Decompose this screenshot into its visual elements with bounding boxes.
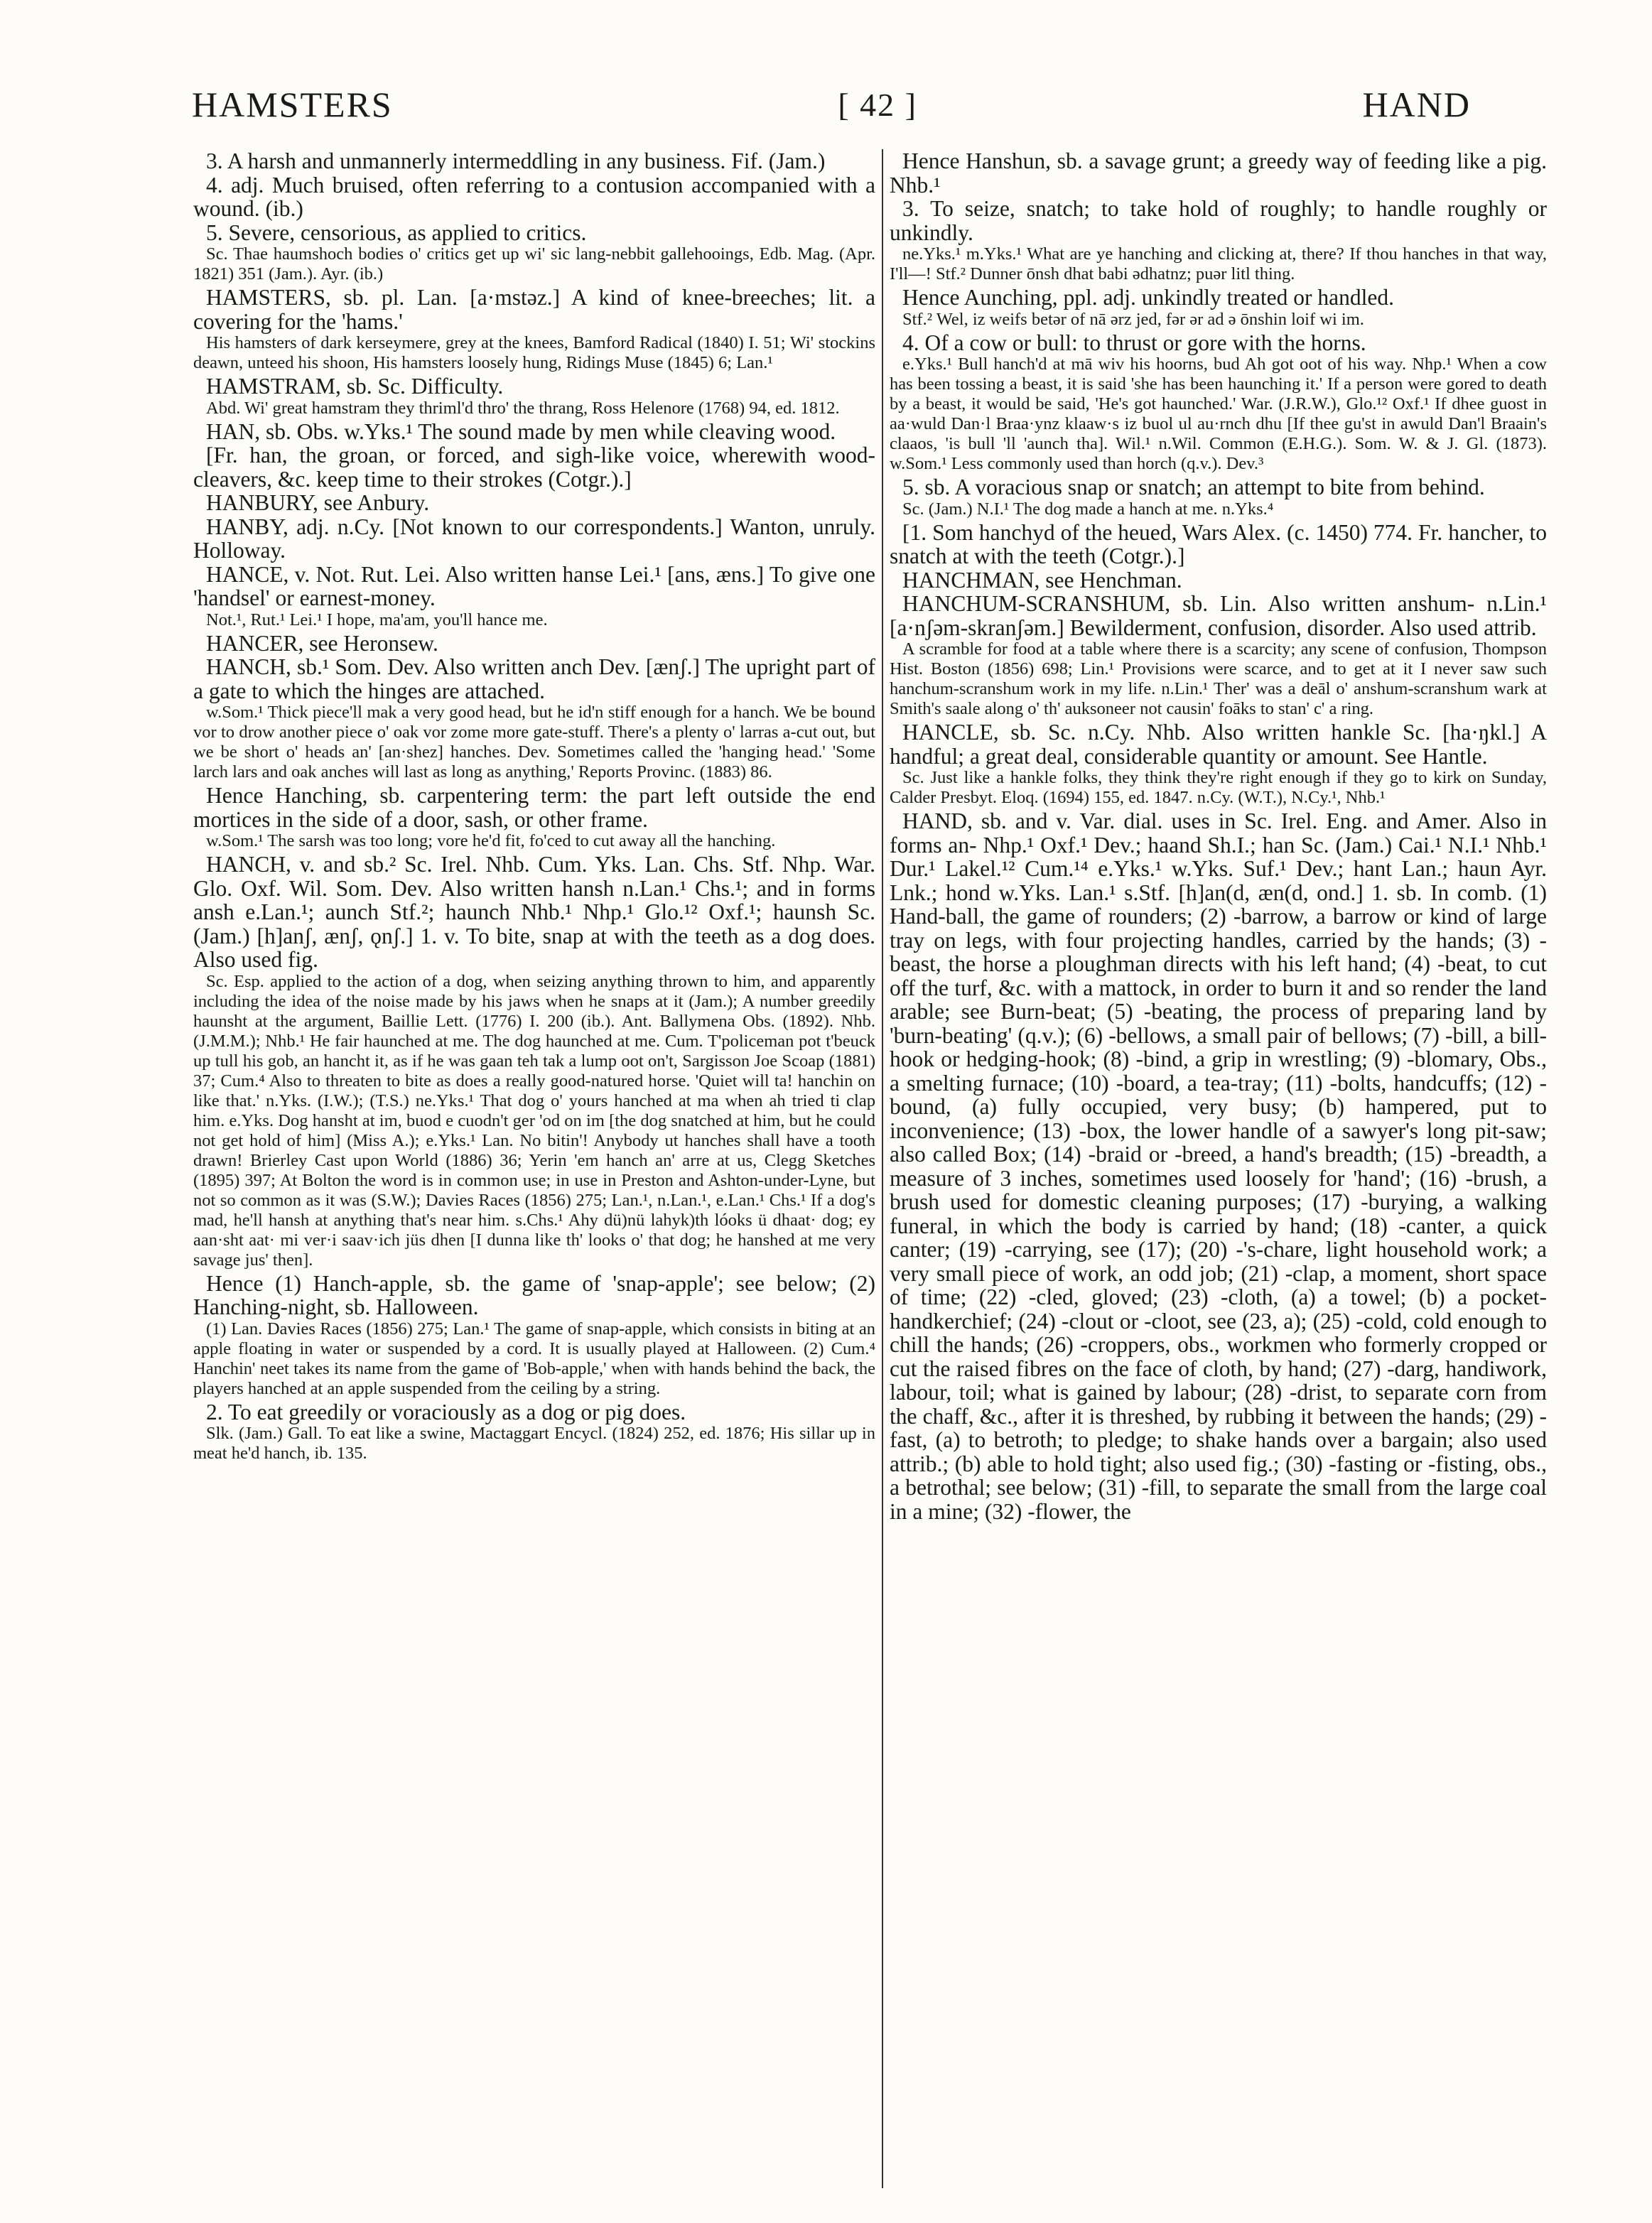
citation-paragraph: Slk. (Jam.) Gall. To eat like a swine, Mactaggart Encycl. (1824) 252, ed. 1876; His sillar up in meat he'd hanch, ib. 135. [193,1424,875,1463]
header-right-word: HAND [1362,85,1471,124]
citation-paragraph: ne.Yks.¹ m.Yks.¹ What are ye hanching and clicking at, there? If thou hanches in that way, I'll—! Stf.² Dunner ōnsh dhat babi ədhatnz; puər litl thing. [890,244,1547,283]
entry-paragraph: HAMSTRAM, sb. Sc. Difficulty. [206,374,504,399]
entry-paragraph: HANCH, sb.¹ Som. Dev. Also written anch Dev. [ænʃ.] The upright part of a gate to which the hinges are attached. [193,654,875,703]
entry-paragraph: HANCHMAN, see Henchman. [902,567,1182,593]
left-column [193,149,875,2195]
citation-paragraph: (1) Lan. Davies Races (1856) 275; Lan.¹ The game of snap-apple, which consists in biting at an apple floating in water or suspended by a cord. It is usually played at Halloween. (2) Cum.⁴ Hanchin' neet takes its name from the game of 'Bob-apple,' when with hands behind the back, the players hanched at an apple suspended from the ceiling by a string. [193,1319,875,1398]
entry-paragraph: 2. To eat greedily or voraciously as a dog or pig does. [206,1399,686,1424]
entry-paragraph: HANCH, v. and sb.² Sc. Irel. Nhb. Cum. Yks. Lan. Chs. Stf. Nhp. War. Glo. Oxf. Wil. Som. Dev. Also written hansh n.Lan.¹ Chs.¹; and in forms ansh e.Lan.¹; aunch Stf.²; haunch Nhb.¹ Nhp.¹ Glo.¹² Oxf.¹; haunsh Sc. (Jam.) [h]anʃ, ænʃ, ǫnʃ.] 1. v. To bite, snap at with the teeth as a dog does. Also used fig. [193,852,875,972]
entry-paragraph: HANCER, see Heronsew. [206,630,438,656]
citation-paragraph: e.Yks.¹ Bull hanch'd at mā wiv his hoorns, bud Ah got oot of his way. Nhp.¹ When a cow has been tossing a beast, it is said 'she has been haunching it.' If a person were gored to death by a beast, it would be said, 'He's got haunched.' War. (J.R.W.), Glo.¹² Oxf.¹ If dhee guost in aa·wuld Dan·l Braa·ynz klaaw·s iz buol ul au·rnch dhu [If thee gu'st in awuld Dan'l Braain's claaos, 'is bull 'll 'aunch tha]. Wil.¹ n.Wil. Common (E.H.G.). Som. W. & J. Gl. (1873). w.Som.¹ Less commonly used than horch (q.v.). Dev.³ [890,355,1547,473]
citation-paragraph: Abd. Wi' great hamstram they thriml'd thro' the thrang, Ross Helenore (1768) 94, ed. 1812. [206,398,840,418]
citation-paragraph: Sc. (Jam.) N.I.¹ The dog made a hanch at me. n.Yks.⁴ [902,499,1274,519]
entry-paragraph: [Fr. han, the groan, or forced, and sigh-like voice, wherewith wood-cleavers, &c. keep time to their strokes (Cotgr.).] [193,443,875,492]
citation-paragraph: Sc. Esp. applied to the action of a dog, when seizing anything thrown to him, and apparently including the idea of the noise made by his jaws when he snaps at it (Jam.); A number greedily haunsht at the argument, Baillie Lett. (1776) I. 200 (ib.). Ant. Ballymena Obs. (1892). Nhb. (J.M.M.); Nhb.¹ He fair haunched at me. The dog haunched at me. Cum. T'policeman pot t'beuck up tull his gob, an hancht it, as if he was gaan teh tak a lump oot on't, Sargisson Joe Scoap (1881) 37; Cum.⁴ Also to threaten to bite as does a really good-natured horse. 'Quiet will ta! hanchin on like that.' n.Yks. (I.W.); (T.S.) ne.Yks.¹ That dog o' yours hanched at ma when ah tried ti clap him. e.Yks. Dog hansht at im, buod e cuodn't ger 'od on im [the dog snatched at him, but he could not get hold of him] (Miss A.); e.Yks.¹ Lan. No bitin'! Anybody ut hanches shall have a tooth drawn! Brierley Cast upon World (1886) 36; Yerin 'em hanch an' arre at us, Clegg Sketches (1895) 397; At Bolton the word is in common use; in use in Preston and Ashton-under-Lyne, but not so common as it was (S.W.); Davies Races (1856) 275; Lan.¹, n.Lan.¹, e.Lan.¹ Chs.¹ If a dog's mad, he'll hansh at anything that's near him. s.Chs.¹ Ahy dü)nü lahyk)th lóoks ü dhaat· dog; ey aan·sht aat· mi ver·i saav·ich jüs dhen [I dunna like th' looks o' that dog; he hanshed at me very savage jus' then]. [193,971,875,1270]
entry-paragraph: HAND, sb. and v. Var. dial. uses in Sc. Irel. Eng. and Amer. Also in forms an- Nhp.¹ Oxf.¹ Dev.; haand Sh.I.; han Sc. (Jam.) Cai.¹ N.I.¹ Nhb.¹ Dur.¹ Lakel.¹² Cum.¹⁴ e.Yks.¹ w.Yks. Suf.¹ Dev.; hant Lan.; haun Ayr. Lnk.; hond w.Yks. Lan.¹ s.Stf. [h]an(d, æn(d, ond.] 1. sb. In comb. (1) Hand-ball, the game of rounders; (2) -barrow, a barrow or kind of large tray on legs, with four projecting handles, carried by the hands; (3) -beast, the horse a ploughman directs with his left hand; (4) -beat, to cut off the turf, &c. with a mattock, in order to burn it and so render the land arable; see Burn-beat; (5) -beating, the process of preparing land by 'burn-beating' (q.v.); (6) -bellows, a small pair of bellows; (7) -bill, a bill-hook or hedging-hook; (8) -bind, a grip in wrestling; (9) -blomary, Obs., a smelting furnace; (10) -board, a tea-tray; (11) -bolts, handcuffs; (12) -bound, (a) fully occupied, very busy; (b) hampered, put to inconvenience; (13) -box, the lower handle of a sawyer's long pit-saw; also called Box; (14) -braid or -breed, a hand's breadth; (15) -breadth, a measure of 3 inches, sometimes used loosely for 'hand'; (16) -brush, a brush used for domestic cleaning purposes; (17) -burying, a walking funeral, in which the body is carried by hand; (18) -canter, a quick canter; (19) -carrying, see (17); (20) -'s-chare, light household work; a very small piece of work, an odd job; (21) -clap, a moment, short space of time; (22) -cled, gloved; (23) -cloth, (a) a towel; (b) a pocket-handkerchief; (24) -clout or -cloot, see (23, a); (25) -cold, cold enough to chill the hands; (26) -croppers, obs., workmen who formerly cropped or cut the raised fibres on the face of cloth, by hand; (27) -darg, handiwork, labour, toil; what is gained by labour; (28) -drist, to separate corn from the chaff, &c., after it is threshed, by rubbing it between the hands; (29) -fast, (a) to betroth; to pledge; to shake hands over a bargain; also used attrib.; (b) able to hold tight; also used fig.; (30) -fasting or -fisting, obs., a betrothal; see below; (31) -fill, to separate the small from the large coal in a mine; (32) -flower, the [890,808,1547,1524]
entry-paragraph: [1. Som hanchyd of the heued, Wars Alex. (c. 1450) 774. Fr. hancher, to snatch at with the teeth (Cotgr.).] [890,519,1547,568]
citation-paragraph: Not.¹, Rut.¹ Lei.¹ I hope, ma'am, you'll hance me. [206,610,548,629]
entry-paragraph: Hence (1) Hanch-apple, sb. the game of 'snap-apple'; see below; (2) Hanching-night, sb. Halloween. [193,1270,875,1319]
right-column [890,149,1547,2195]
running-header [192,80,1471,129]
citation-paragraph: w.Som.¹ The sarsh was too long; vore he'd fit, fo'ced to cut away all the hanching. [206,831,776,850]
entry-paragraph: 3. A harsh and unmannerly intermeddling in any business. Fif. (Jam.) [206,149,826,173]
citation-paragraph: Sc. Thae haumshoch bodies o' critics get up wi' sic lang-nebbit gallehooings, Edb. Mag. (Apr. 1821) 351 (Jam.). Ayr. (ib.) [193,244,875,283]
entry-paragraph: HAN, sb. Obs. w.Yks.¹ The sound made by men while cleaving wood. [206,418,836,444]
entry-paragraph: HANCLE, sb. Sc. n.Cy. Nhb. Also written hankle Sc. [ha·ŋkl.] A handful; a great deal, considerable quantity or amount. See Hantle. [890,720,1547,769]
entry-paragraph: 4. adj. Much bruised, often referring to a contusion accompanied with a wound. (ib.) [193,172,875,221]
citation-paragraph: A scramble for food at a table where there is a scarcity; any scene of confusion, Thompson Hist. Boston (1856) 698; Lin.¹ Provisions were scarce, and to get at it I never saw such hanchum-scranshum work in my life. n.Lin.¹ Ther' was a deāl o' anshum-scranshum wark at Smith's saale along o' th' auksoneer not causin' foāks to stan' c' a ring. [890,639,1547,718]
page-number: [ 42 ] [838,86,917,123]
entry-paragraph: HANCHUM-SCRANSHUM, sb. Lin. Also written anshum- n.Lin.¹ [a·nʃəm-skranʃəm.] Bewilderment, confusion, disorder. Also used attrib. [890,591,1547,640]
citation-paragraph: w.Som.¹ Thick piece'll mak a very good head, but he id'n stiff enough for a hanch. We be bound vor to drow another piece o' oak vor zome more gate-stuff. There's a plenty o' larras a-cut out, but we be short o' heads an' [an·shez] hanches. Dev. Sometimes called the 'hanging head.' 'Some larch lars and oak anches will last as long as anything,' Reports Provinc. (1883) 86. [193,703,875,781]
entry-paragraph: 4. Of a cow or bull: to thrust or gore with the horns. [902,330,1366,355]
entry-paragraph: Hence Aunching, ppl. adj. unkindly treated or handled. [902,285,1394,310]
citation-paragraph: His hamsters of dark kerseymere, grey at the knees, Bamford Radical (1840) I. 51; Wi' stockins deawn, unteed his shoon, His hamsters loosely hung, Ridings Muse (1845) 6; Lan.¹ [193,333,875,372]
entry-paragraph: 5. Severe, censorious, as applied to critics. [206,220,587,245]
citation-paragraph: Sc. Just like a hankle folks, they think they're right enough if they go to kirk on Sunday, Calder Presbyt. Eloq. (1694) 155, ed. 1847. n.Cy. (W.T.), N.Cy.¹, Nhb.¹ [890,768,1547,807]
citation-paragraph: Stf.² Wel, iz weifs betər of nā ərz jed, fər ər ad ə ōnshin loif wi im. [902,309,1364,329]
entry-paragraph: HAMSTERS, sb. pl. Lan. [a·mstəz.] A kind of knee-breeches; lit. a covering for the 'hams.' [193,285,875,334]
entry-paragraph: HANCE, v. Not. Rut. Lei. Also written hanse Lei.¹ [ans, æns.] To give one 'handsel' or earnest-money. [193,561,875,610]
entry-paragraph: 5. sb. A voracious snap or snatch; an attempt to bite from behind. [902,475,1485,499]
entry-paragraph: HANBURY, see Anbury. [206,490,430,515]
entry-paragraph: 3. To seize, snatch; to take hold of roughly; to handle roughly or unkindly. [890,196,1547,245]
entry-paragraph: HANBY, adj. n.Cy. [Not known to our correspondents.] Wanton, unruly. Holloway. [193,514,875,563]
entry-paragraph: Hence Hanshun, sb. a savage grunt; a greedy way of feeding like a pig. Nhb.¹ [890,149,1547,198]
entry-paragraph: Hence Hanching, sb. carpentering term: the part left outside the end mortices in the side of a door, sash, or other frame. [193,783,875,832]
header-left-word: HAMSTERS [192,85,393,124]
column-divider [882,149,883,2188]
